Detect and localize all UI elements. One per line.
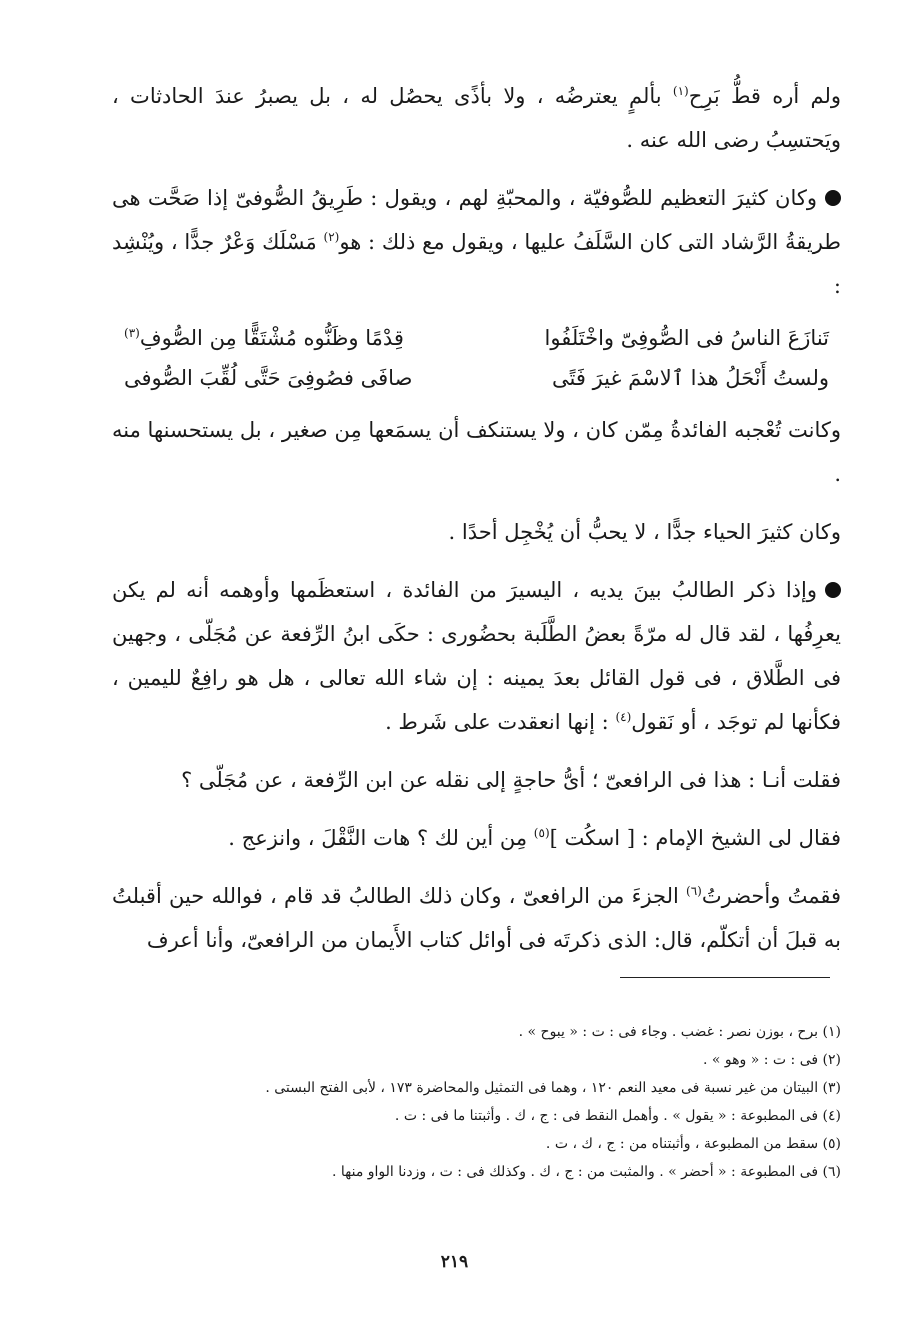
footnotes xyxy=(112,1018,841,1186)
footnote-ref-5: (٥) xyxy=(533,826,550,840)
paragraph-8 xyxy=(112,874,841,962)
paragraph-2 xyxy=(112,176,841,308)
paragraph-text: ولم أره قطُّ بَرِح xyxy=(688,84,841,108)
footnote-6: (٦) فى المطبوعة : « أحضر » . والمثبت من : ج ، ك . وكذلك فى : ت ، وزدنا الواو منها . xyxy=(331,1164,841,1180)
paragraph-text: فقمتُ وأحضرتُ xyxy=(701,884,841,908)
footnote-5: (٥) سقط من المطبوعة ، وأثبتناه من : ج ، ك ، ت . xyxy=(545,1136,841,1152)
paragraph-text: : إنها انعقدت على شَرط . xyxy=(385,710,616,734)
verse-hemistich-right: ولستُ أَنْحَلُ هذا ٱلاسْمَ غيرَ فَتًى xyxy=(552,366,829,390)
footnote-3: (٣) البيتان من غير نسبة فى معيد النعم ١٢٠ ، وهما فى التمثيل والمحاضرة ١٧٣ ، لأبى الفتح البستى . xyxy=(265,1080,841,1096)
paragraph-3: وكانت تُعْجبه الفائدةُ مِمّن كان ، ولا يستنكف أن يسمَعها مِن صغير ، بل يستحسنها منه . xyxy=(112,418,841,486)
page-number: ٢١٩ xyxy=(440,1252,469,1272)
paragraph-text: وإذا ذكر الطالبُ بينَ يديه ، اليسيرَ من الفائدة ، استعظَمها وأوهمه أنه لم يكن يعرِفُها ، لقد قال له مرّةً بعضُ الطَّلَبة بحضُورى : حكَى ابنُ الرِّفعة عن مُجَلّى ، وجهين فى الطَّلاق ، فى قول القائل بعدَ يمينه : إن شاء الله تعالى ، هل هو رافِعٌ لليمين ، فكأنها لم توجَد ، أو نَقول xyxy=(112,578,841,734)
main-text xyxy=(112,74,841,962)
paragraph-6: فقلت أنـا : هذا فى الرافعىّ ؛ أىُّ حاجةٍ إلى نقله عن ابن الرِّفعة ، عن مُجَلّى ؟ xyxy=(181,768,841,792)
verse-hemistich-right: تَنازَعَ الناسُ فى الصُّوفِىّ واخْتَلَفُوا xyxy=(544,326,829,350)
paragraph-text: وكان كثيرَ التعظيم للصُّوفيّة ، والمحبّةِ لهم ، ويقول : طَرِيقُ الصُّوفىّ إذا صَحَّت هى طريقةُ الرَّشاد التى كان السَّلَفُ عليها ، ويقول مع ذلك : هو xyxy=(112,186,841,254)
footnote-divider xyxy=(620,977,830,978)
paragraph-text: مَسْلَك وَعْرٌ جدًّا ، ويُنْشِد : xyxy=(112,230,841,298)
verse-line-1 xyxy=(112,318,841,358)
paragraph-1 xyxy=(112,74,841,162)
verse-text: قِدْمًا وظَنُّوه مُشْتَقًّا مِن الصُّوفِ xyxy=(139,326,404,350)
bullet-marker xyxy=(825,582,841,598)
verse-block xyxy=(112,318,841,398)
paragraph-text: بألمٍ يعترضُه ، ولا بأذًى يحصُل له ، بل يصبرُ عندَ الحادثات ، xyxy=(112,84,673,108)
footnote-ref-1: (١) xyxy=(672,84,689,98)
footnote-4: (٤) فى المطبوعة : « يقول » . وأهمل النقط فى : ج ، ك . وأثبتنا ما فى : ت . xyxy=(394,1108,841,1124)
verse-hemistich-left: صافَى فصُوفِىَ حَتَّى لُقِّبَ الصُّوفى xyxy=(124,366,413,390)
footnote-1: (١) برح ، بوزن نصر : غضب . وجاء فى : ت : « يبوح » . xyxy=(518,1024,841,1040)
paragraph-text: ويَحتسِبُ رضى الله عنه . xyxy=(626,128,841,152)
verse-hemistich-left xyxy=(124,318,404,358)
paragraph-4: وكان كثيرَ الحياء جدًّا ، لا يحبُّ أن يُخْجِل أحدًا . xyxy=(448,520,841,544)
footnote-ref-4: (٤) xyxy=(615,710,632,724)
paragraph-5 xyxy=(112,568,841,744)
paragraph-text: مِن أين لك ؟ هات النَّقْلَ ، وانزعج . xyxy=(228,826,534,850)
verse-line-2 xyxy=(112,358,841,398)
footnote-ref-3: (٣) xyxy=(124,326,140,340)
footnote-2: (٢) فى : ت : « وهو » . xyxy=(703,1052,841,1068)
footnote-ref-6: (٦) xyxy=(686,884,702,898)
paragraph-text: الجزءَ من الرافعىّ ، وكان ذلك الطالبُ قد قام ، فوالله حين أقبلتُ به قبلَ أن أتكلّم، قال: الذى ذكرتَه فى أوائل كتاب الأَيمان من الرافعىّ، وأنا أعرف xyxy=(112,884,841,952)
footnote-ref-2: (٢) xyxy=(323,230,340,244)
bullet-marker xyxy=(825,190,841,206)
paragraph-text: فقال لى الشيخ الإمام : [ اسكُت ] xyxy=(549,826,841,850)
paragraph-7 xyxy=(112,816,841,860)
